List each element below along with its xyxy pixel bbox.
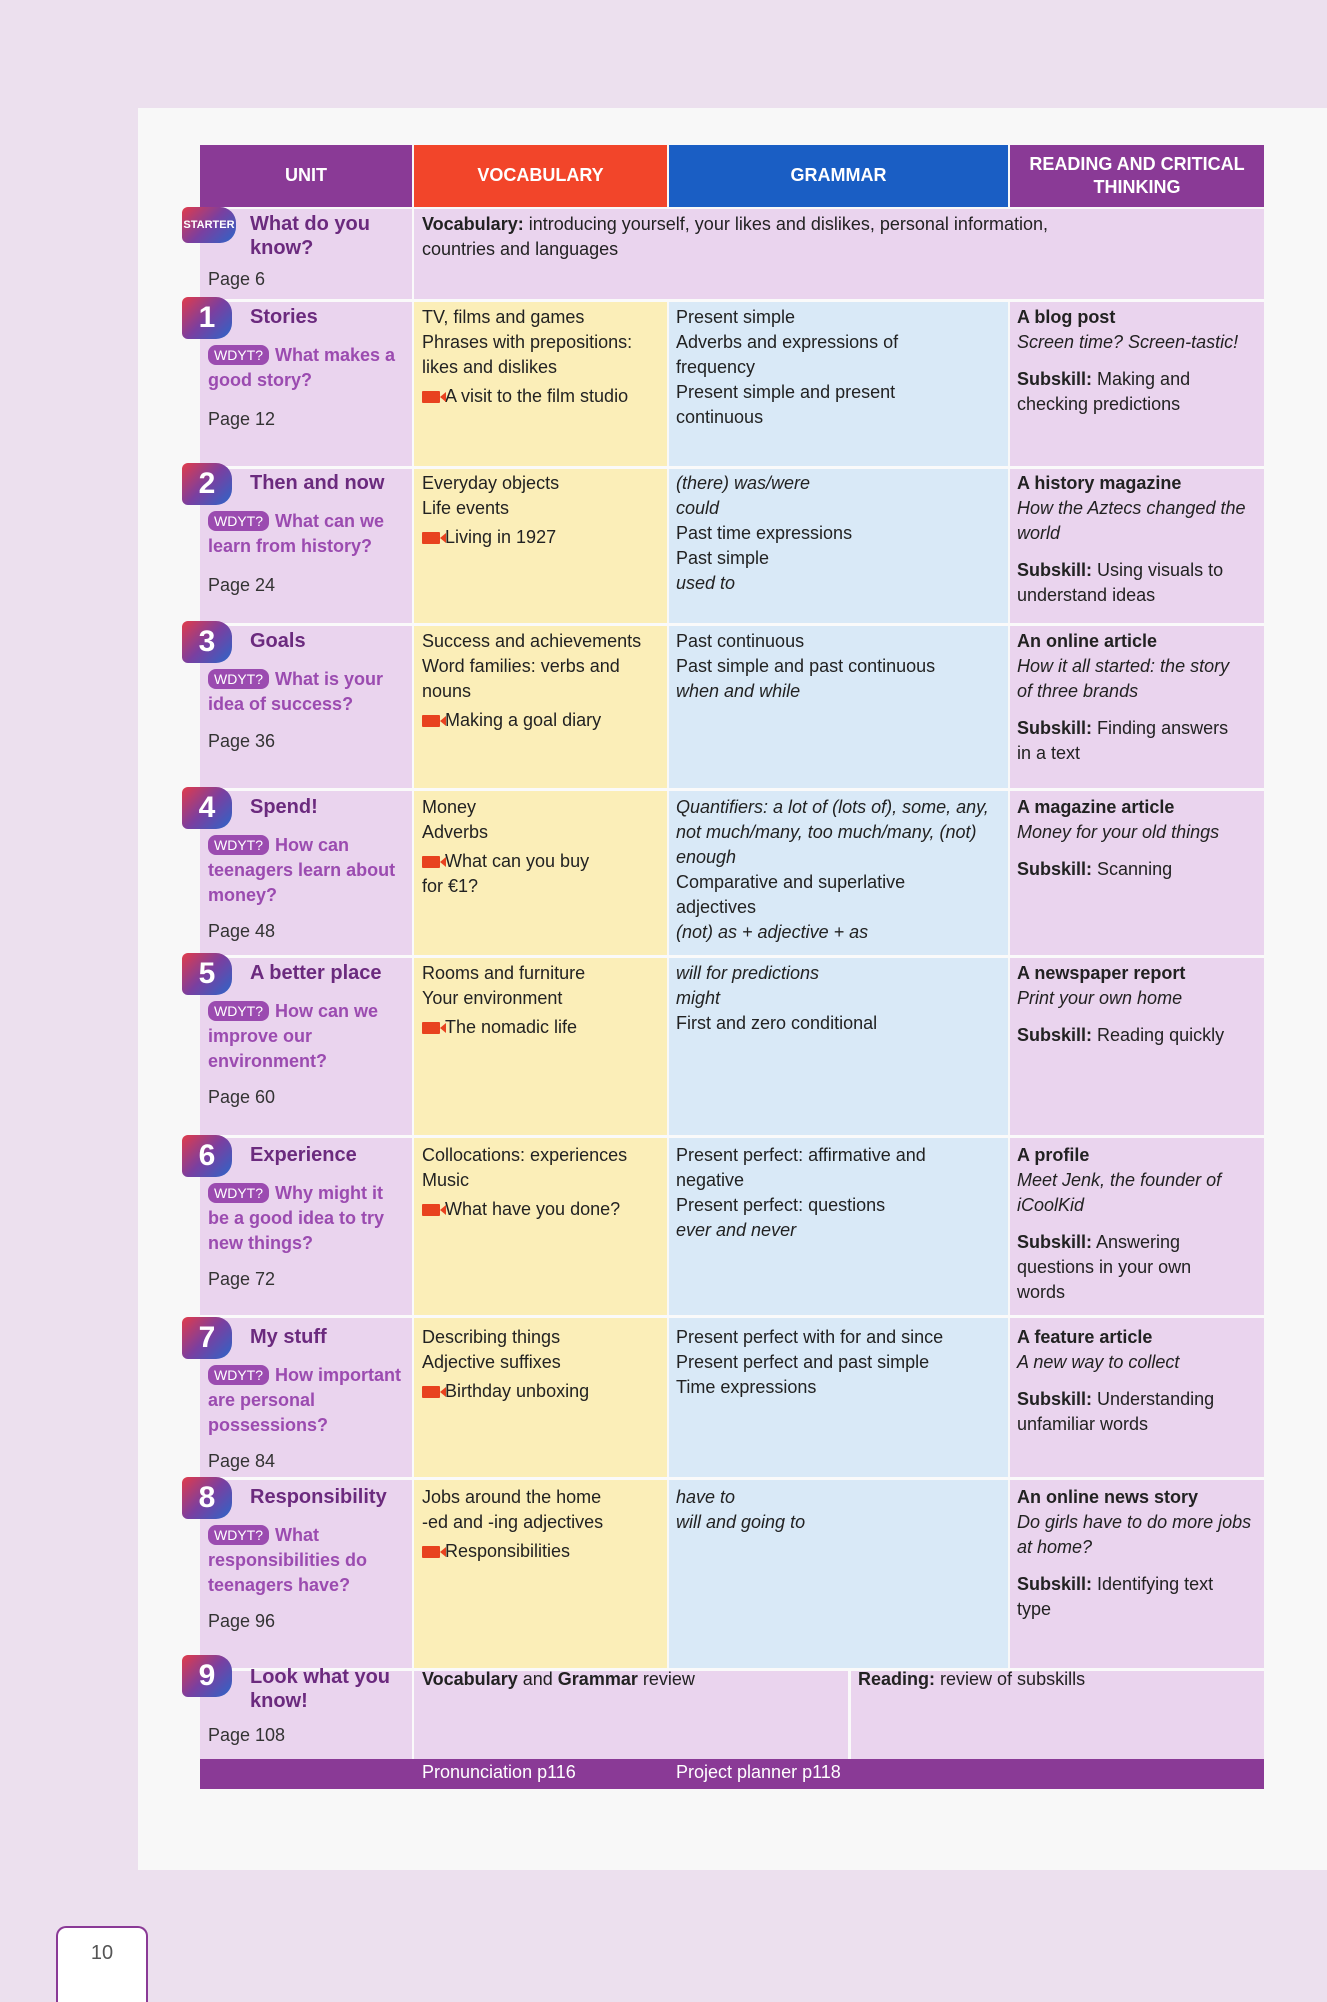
unit-5-grammar <box>676 961 877 1036</box>
unit-5-reading <box>1017 961 1224 1048</box>
unit-3-vocab <box>422 629 641 733</box>
subskill-text: checking predictions <box>1017 394 1181 414</box>
project-planner-link[interactable]: Project planner p118 <box>676 1762 841 1782</box>
subskill-label: Subskill: <box>1017 369 1093 389</box>
starter-vocab-text2: countries and languages <box>422 239 619 259</box>
unit-5-page: Page 60 <box>208 1087 276 1107</box>
video-icon <box>422 856 440 868</box>
row-separator <box>200 299 1264 302</box>
vocab-line: Music <box>422 1170 470 1190</box>
video-icon <box>422 391 440 403</box>
grammar-line: enough <box>676 847 737 867</box>
subskill-label: Subskill: <box>1017 859 1093 879</box>
subskill-text: Scanning <box>1097 859 1173 879</box>
unit-3-video: Making a goal diary <box>445 710 602 730</box>
row-separator <box>200 623 1264 626</box>
grammar-line: have to <box>676 1487 736 1507</box>
reading-subtitle: iCoolKid <box>1017 1195 1085 1215</box>
unit-9-and: and <box>522 1669 553 1689</box>
subskill-text: Reading quickly <box>1097 1025 1225 1045</box>
starter-page: Page 6 <box>208 269 266 289</box>
row-separator <box>200 788 1264 791</box>
unit-9-number: 9 <box>182 1655 232 1697</box>
vocab-line: Phrases with prepositions: <box>422 332 633 352</box>
video-icon <box>422 1204 440 1216</box>
subskill-label: Subskill: <box>1017 560 1093 580</box>
subskill-label: Subskill: <box>1017 1389 1093 1409</box>
unit-1-reading <box>1017 305 1238 417</box>
grammar-line: Present simple <box>676 307 796 327</box>
unit-1-video: A visit to the film studio <box>445 386 629 406</box>
reading-subtitle: Print your own home <box>1017 988 1183 1008</box>
unit-2-title: Then and now <box>250 472 385 494</box>
grammar-line: Past time expressions <box>676 523 853 543</box>
reading-subtitle: Meet Jenk, the founder of <box>1017 1170 1222 1190</box>
unit-1-wdyt <box>208 343 408 393</box>
unit-2-video: Living in 1927 <box>445 527 557 547</box>
vocab-line: Collocations: experiences <box>422 1145 628 1165</box>
grammar-line: might <box>676 988 721 1008</box>
unit-6-title: Experience <box>250 1144 357 1166</box>
grammar-line: will for predictions <box>676 963 820 983</box>
starter-vocab-text: introducing yourself, your likes and dislikes, personal information, <box>528 214 1048 234</box>
reading-subtitle: A new way to collect <box>1017 1352 1180 1372</box>
unit-6-video: What have you done? <box>445 1199 621 1219</box>
row-separator <box>200 466 1264 469</box>
unit-4-reading <box>1017 795 1219 882</box>
unit-2-question: What can we learn from history? <box>208 511 385 556</box>
unit-6-reading <box>1017 1143 1221 1305</box>
unit-8-grammar <box>676 1485 805 1535</box>
starter-vocab-label: Vocabulary: <box>422 214 524 234</box>
unit-4-grammar <box>676 795 989 945</box>
subskill-text: questions in your own <box>1017 1257 1192 1277</box>
vocab-line: Jobs around the home <box>422 1487 602 1507</box>
subskill-text: in a text <box>1017 743 1081 763</box>
vocab-line: likes and dislikes <box>422 357 558 377</box>
header-unit: UNIT <box>200 145 412 207</box>
grammar-line: Quantifiers: a lot of (lots of), some, any, <box>676 797 989 817</box>
grammar-line: Comparative and superlative <box>676 872 906 892</box>
reading-title: An online news story <box>1017 1487 1199 1507</box>
subskill-text: unfamiliar words <box>1017 1414 1149 1434</box>
video-icon <box>422 1386 440 1398</box>
unit-2-grammar <box>676 471 852 596</box>
unit-8-vocab <box>422 1485 603 1564</box>
grammar-line: Present perfect with for and since <box>676 1327 944 1347</box>
vocab-line: Rooms and furniture <box>422 963 586 983</box>
vocab-line: Life events <box>422 498 510 518</box>
grammar-line: Adverbs and expressions of <box>676 332 899 352</box>
vocab-line: -ed and -ing adjectives <box>422 1512 604 1532</box>
unit-7-wdyt <box>208 1363 408 1438</box>
unit-6-grammar <box>676 1143 926 1243</box>
grammar-line: when and while <box>676 681 801 701</box>
unit-9-grammar-label: Grammar <box>557 1669 638 1689</box>
wdyt-badge: WDYT? <box>208 345 269 365</box>
grammar-line: not much/many, too much/many, (not) <box>676 822 977 842</box>
subskill-label: Subskill: <box>1017 1574 1093 1594</box>
grammar-line: Present perfect: questions <box>676 1195 886 1215</box>
grammar-line: Present perfect: affirmative and <box>676 1145 926 1165</box>
grammar-line: Present perfect and past simple <box>676 1352 930 1372</box>
row-separator <box>200 955 1264 958</box>
unit-5-question: How can we improve our environment? <box>208 1001 379 1071</box>
unit-4-video-cont: for €1? <box>422 876 479 896</box>
vocab-line: Success and achievements <box>422 631 642 651</box>
subskill-text: Making and <box>1097 369 1191 389</box>
unit-3-reading <box>1017 629 1229 766</box>
unit-3-question: What is your idea of success? <box>208 669 384 714</box>
grammar-line: continuous <box>676 407 764 427</box>
grammar-line: frequency <box>676 357 756 377</box>
unit-5-vocab <box>422 961 585 1040</box>
unit-4-page: Page 48 <box>208 921 276 941</box>
row-separator <box>200 1135 1264 1138</box>
grammar-line: ever and never <box>676 1220 797 1240</box>
grammar-line: used to <box>676 573 736 593</box>
unit-8-wdyt <box>208 1523 408 1598</box>
wdyt-badge: WDYT? <box>208 669 269 689</box>
unit-8-title: Responsibility <box>250 1486 387 1508</box>
unit-7-page: Page 84 <box>208 1451 276 1471</box>
reading-title: A history magazine <box>1017 473 1182 493</box>
starter-badge: STARTER <box>182 207 236 243</box>
grammar-line: Past continuous <box>676 631 805 651</box>
vocab-line: Word families: verbs and <box>422 656 620 676</box>
grammar-line: First and zero conditional <box>676 1013 878 1033</box>
subskill-label: Subskill: <box>1017 718 1093 738</box>
vocab-line: Adverbs <box>422 822 489 842</box>
unit-5-wdyt <box>208 999 408 1074</box>
unit-9-page: Page 108 <box>208 1725 286 1745</box>
unit-5-title: A better place <box>250 962 382 984</box>
unit-8-number: 8 <box>182 1477 232 1519</box>
unit-2-wdyt <box>208 509 408 559</box>
subskill-text: Using visuals to <box>1097 560 1224 580</box>
unit-4-wdyt <box>208 833 408 908</box>
unit-1-page: Page 12 <box>208 409 276 429</box>
reading-subtitle: at home? <box>1017 1537 1093 1557</box>
grammar-line: Time expressions <box>676 1377 817 1397</box>
unit-6-number: 6 <box>182 1135 232 1177</box>
subskill-text: Understanding <box>1097 1389 1215 1409</box>
unit-4-number: 4 <box>182 787 232 829</box>
subskill-text: Identifying text <box>1097 1574 1214 1594</box>
unit-9-title: Look what you know! <box>250 1666 390 1712</box>
video-icon <box>422 715 440 727</box>
video-icon <box>422 1022 440 1034</box>
reading-subtitle: world <box>1017 523 1061 543</box>
vocab-line: Money <box>422 797 477 817</box>
reading-subtitle: Do girls have to do more jobs <box>1017 1512 1252 1532</box>
unit-6-wdyt <box>208 1181 408 1256</box>
unit-1-grammar <box>676 305 898 430</box>
unit-3-number: 3 <box>182 621 232 663</box>
unit-7-vocab <box>422 1325 589 1404</box>
page-number-tab <box>56 1926 148 2002</box>
header-vocabulary: VOCABULARY <box>414 145 667 207</box>
unit-2-vocab <box>422 471 559 550</box>
unit-3-title: Goals <box>250 630 306 652</box>
col-divider-1 <box>412 209 414 1759</box>
unit-4-question: How can teenagers learn about money? <box>208 835 396 905</box>
grammar-line: (not) as + adjective + as <box>676 922 869 942</box>
wdyt-badge: WDYT? <box>208 1183 269 1203</box>
unit-2-reading <box>1017 471 1245 608</box>
header-reading: READING AND CRITICAL THINKING <box>1010 145 1264 207</box>
unit-9-vocab-label: Vocabulary <box>422 1669 518 1689</box>
page-number: 10 <box>90 1942 114 1964</box>
unit-7-reading <box>1017 1325 1214 1437</box>
reading-subtitle: Screen time? Screen-tastic! <box>1017 332 1239 352</box>
grammar-line: Present simple and present <box>676 382 896 402</box>
subskill-text: understand ideas <box>1017 585 1156 605</box>
subskill-text: words <box>1017 1282 1066 1302</box>
grammar-line: will and going to <box>676 1512 806 1532</box>
footer-bar <box>200 1759 1264 1789</box>
subskill-text: Finding answers <box>1097 718 1229 738</box>
unit-7-title: My stuff <box>250 1326 327 1348</box>
grammar-line: (there) was/were <box>676 473 811 493</box>
reading-subtitle: How the Aztecs changed the <box>1017 498 1246 518</box>
grammar-line: Past simple <box>676 548 770 568</box>
vocab-line: Describing things <box>422 1327 561 1347</box>
unit-1-question: What makes a good story? <box>208 345 396 390</box>
unit-4-vocab <box>422 795 589 899</box>
subskill-text: type <box>1017 1599 1052 1619</box>
unit-9-reading <box>858 1667 1085 1692</box>
vocab-line: Everyday objects <box>422 473 560 493</box>
reading-title: A magazine article <box>1017 797 1175 817</box>
unit-3-page: Page 36 <box>208 731 276 751</box>
wdyt-badge: WDYT? <box>208 1001 269 1021</box>
unit9-divider <box>848 1671 851 1759</box>
unit-5-video: The nomadic life <box>445 1017 578 1037</box>
unit-7-video: Birthday unboxing <box>445 1381 590 1401</box>
subskill-label: Subskill: <box>1017 1232 1093 1252</box>
wdyt-badge: WDYT? <box>208 511 269 531</box>
unit-7-number: 7 <box>182 1317 232 1359</box>
grammar-line: adjectives <box>676 897 757 917</box>
vocab-line: Your environment <box>422 988 563 1008</box>
reading-title: An online article <box>1017 631 1158 651</box>
reading-subtitle: Money for your old things <box>1017 822 1220 842</box>
pronunciation-link[interactable]: Pronunciation p116 <box>422 1762 576 1782</box>
vocab-line: nouns <box>422 681 472 701</box>
unit-2-page: Page 24 <box>208 575 276 595</box>
unit-9-reading-text: review of subskills <box>940 1669 1086 1689</box>
unit-2-number: 2 <box>182 463 232 505</box>
reading-title: A newspaper report <box>1017 963 1186 983</box>
vocab-line: TV, films and games <box>422 307 585 327</box>
unit-4-video: What can you buy <box>445 851 590 871</box>
unit-7-question: How important are personal possessions? <box>208 1365 401 1435</box>
unit-9-vocab-grammar <box>422 1667 695 1692</box>
starter-vocab <box>422 212 1252 262</box>
reading-title: A profile <box>1017 1145 1090 1165</box>
unit-8-reading <box>1017 1485 1251 1622</box>
subskill-label: Subskill: <box>1017 1025 1093 1045</box>
reading-title: A blog post <box>1017 307 1116 327</box>
unit-6-page: Page 72 <box>208 1269 276 1289</box>
unit-7-grammar <box>676 1325 943 1400</box>
unit-9-review: review <box>642 1669 695 1689</box>
unit-6-question: Why might it be a good idea to try new things? <box>208 1183 385 1253</box>
unit-1-vocab <box>422 305 632 409</box>
row-separator <box>200 1315 1264 1318</box>
unit-8-video: Responsibilities <box>445 1541 571 1561</box>
unit-4-title: Spend! <box>250 796 318 818</box>
header-grammar: GRAMMAR <box>669 145 1008 207</box>
wdyt-badge: WDYT? <box>208 835 269 855</box>
grammar-line: could <box>676 498 720 518</box>
video-icon <box>422 1546 440 1558</box>
reading-subtitle: How it all started: the story <box>1017 656 1230 676</box>
vocab-line: Adjective suffixes <box>422 1352 561 1372</box>
unit-3-wdyt <box>208 667 408 717</box>
row-separator <box>200 1477 1264 1480</box>
grammar-line: Past simple and past continuous <box>676 656 936 676</box>
subskill-text: Answering <box>1096 1232 1181 1252</box>
grammar-line: negative <box>676 1170 745 1190</box>
starter-title: What do you know? <box>250 213 370 259</box>
wdyt-badge: WDYT? <box>208 1365 269 1385</box>
contents-table <box>183 145 1264 1789</box>
video-icon <box>422 532 440 544</box>
reading-subtitle: of three brands <box>1017 681 1139 701</box>
unit-1-title: Stories <box>250 306 318 328</box>
unit-3-grammar <box>676 629 935 704</box>
reading-title: A feature article <box>1017 1327 1153 1347</box>
unit-1-number: 1 <box>182 297 232 339</box>
unit-9-reading-label: Reading: <box>858 1669 936 1689</box>
wdyt-badge: WDYT? <box>208 1525 269 1545</box>
unit-5-number: 5 <box>182 953 232 995</box>
unit-8-page: Page 96 <box>208 1611 276 1631</box>
unit-6-vocab <box>422 1143 627 1222</box>
unit-8-question: What responsibilities do teenagers have? <box>208 1525 368 1595</box>
